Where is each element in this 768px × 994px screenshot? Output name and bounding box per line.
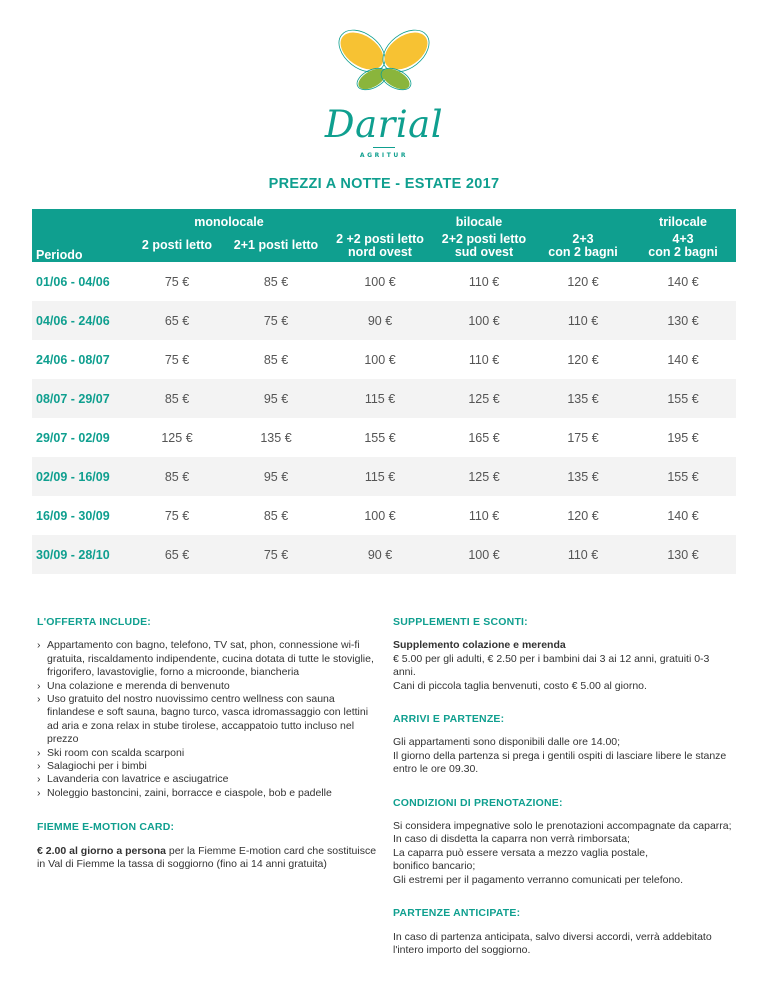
period-cell: 24/06 - 08/07	[36, 352, 110, 367]
list-item: › Appartamento con bagno, telefono, TV sat, phon, connessione wi-fi gratuita, riscaldamento indipendente, cucina dotata di tutte le stoviglie, frigorifero, lavastoviglie, forno a microonde, biancheria	[37, 639, 377, 679]
price-cell: 100 €	[432, 301, 536, 340]
period-cell: 01/06 - 04/06	[36, 274, 110, 289]
card-price: € 2.00 al giorno a persona	[37, 844, 166, 857]
price-cell: 100 €	[432, 535, 536, 574]
price-cell: 110 €	[468, 274, 500, 289]
price-cell: 165 €	[468, 430, 500, 445]
price-cell: 75 €	[164, 274, 190, 289]
column-header: 2+3 con 2 bagni	[536, 229, 630, 262]
column-header: 2+1 posti letto	[224, 229, 328, 262]
condizioni-text: Si considera impegnative solo le prenotazioni accompagnate da caparra;	[393, 820, 732, 833]
price-cell: 90 €	[328, 535, 432, 574]
table-row	[32, 496, 736, 535]
header-group-trilocale: trilocale	[630, 209, 736, 229]
supplementi-subtitle: Supplemento colazione e merenda	[393, 639, 566, 652]
price-cell: 125 €	[432, 379, 536, 418]
price-cell: 110 €	[536, 301, 630, 340]
price-cell: 110 €	[536, 535, 630, 574]
page-title: PREZZI A NOTTE - ESTATE 2017	[268, 176, 500, 192]
price-cell: 135 €	[536, 457, 630, 496]
period-cell: 16/09 - 30/09	[36, 508, 110, 523]
price-cell: 100 €	[364, 352, 396, 367]
condizioni-text: Gli estremi per il pagamento verranno comunicati per telefono.	[393, 873, 684, 886]
period-cell: 29/07 - 02/09	[36, 430, 110, 445]
table-row	[32, 535, 736, 574]
column-header: 4+3 con 2 bagni	[630, 229, 736, 262]
list-item: › Noleggio bastoncini, zaini, borracce e ciaspole, bob e padelle	[37, 787, 377, 800]
price-cell: 140 €	[667, 508, 699, 523]
price-cell: 125 €	[161, 430, 193, 445]
price-cell: 110 €	[468, 508, 500, 523]
brand-name: Darial	[324, 103, 444, 146]
list-item: › Lavanderia con lavatrice e asciugatrice	[37, 773, 377, 786]
offerta-list	[37, 639, 377, 800]
price-cell: 130 €	[630, 301, 736, 340]
supplementi-title: SUPPLEMENTI E SCONTI:	[393, 616, 528, 628]
period-cell: 30/09 - 28/10	[32, 535, 130, 574]
condizioni-text: bonifico bancario;	[393, 860, 476, 873]
price-cell: 75 €	[224, 535, 328, 574]
header-group-bilocale: bilocale	[328, 209, 630, 229]
header-group-monolocale: monolocale	[130, 209, 328, 229]
price-cell: 120 €	[567, 274, 599, 289]
table-row	[32, 418, 736, 457]
price-cell: 120 €	[567, 352, 599, 367]
price-cell: 90 €	[328, 301, 432, 340]
table-row	[32, 379, 736, 418]
column-header: 2+2 posti letto sud ovest	[432, 229, 536, 262]
period-cell: 02/09 - 16/09	[32, 457, 130, 496]
price-cell: 155 €	[364, 430, 396, 445]
price-cell: 100 €	[364, 508, 396, 523]
left-column	[37, 616, 377, 872]
arrivi-text: Il giorno della partenza si prega i gentili ospiti di lasciare libere le stanze entro le ore 09.30.	[393, 749, 727, 776]
arrivi-title: ARRIVI E PARTENZE:	[393, 713, 505, 726]
price-cell: 125 €	[432, 457, 536, 496]
supplementi-text: Cani di piccola taglia benvenuti, costo € 5.00 al giorno.	[393, 679, 647, 692]
price-table	[32, 209, 736, 574]
price-cell: 195 €	[667, 430, 699, 445]
column-header: 2 posti letto	[130, 229, 224, 262]
price-cell: 85 €	[130, 379, 224, 418]
table-row	[32, 262, 736, 301]
column-header: 2 +2 posti letto nord ovest	[328, 229, 432, 262]
price-cell: 100 €	[364, 274, 396, 289]
price-cell: 95 €	[224, 457, 328, 496]
price-cell: 110 €	[468, 352, 500, 367]
price-cell: 75 €	[224, 301, 328, 340]
table-row	[32, 301, 736, 340]
period-cell: 08/07 - 29/07	[32, 379, 130, 418]
header-periodo: Periodo	[32, 209, 130, 262]
partenze-text: In caso di partenza anticipata, salvo diversi accordi, verrà addebitato l'intero importo del soggiorno.	[393, 930, 712, 956]
price-cell: 85 €	[130, 457, 224, 496]
list-item: › Salagiochi per i bimbi	[37, 760, 377, 773]
card-text: € 2.00 al giorno a persona per la Fiemme E-motion card che sostituisce in Val di Fiemme la tassa di soggiorno (fino ai 14 anni gratuita)	[37, 844, 377, 871]
price-cell: 95 €	[224, 379, 328, 418]
price-cell: 115 €	[328, 379, 432, 418]
price-cell: 115 €	[328, 457, 432, 496]
price-cell: 65 €	[130, 301, 224, 340]
price-cell: 155 €	[630, 379, 736, 418]
price-cell: 85 €	[263, 508, 289, 523]
table-row	[32, 340, 736, 379]
price-cell: 120 €	[567, 508, 599, 523]
price-cell: 140 €	[667, 352, 699, 367]
partenze-title: PARTENZE ANTICIPATE:	[393, 907, 521, 920]
condizioni-text: In caso di disdetta la caparra non verrà rimborsata;	[393, 833, 630, 846]
brand-subtitle: AGRITUR	[359, 152, 409, 159]
price-cell: 85 €	[263, 274, 289, 289]
price-cell: 85 €	[263, 352, 289, 367]
price-cell: 130 €	[630, 535, 736, 574]
offerta-title: L'OFFERTA INCLUDE:	[37, 616, 151, 628]
condizioni-title: CONDIZIONI DI PRENOTAZIONE:	[393, 796, 563, 809]
card-title: FIEMME E-MOTION CARD:	[37, 821, 175, 834]
price-cell: 135 €	[536, 379, 630, 418]
butterfly-icon	[328, 25, 440, 105]
price-cell: 75 €	[164, 508, 190, 523]
period-cell: 04/06 - 24/06	[32, 301, 130, 340]
price-cell: 75 €	[164, 352, 190, 367]
price-cell: 155 €	[630, 457, 736, 496]
price-cell: 135 €	[260, 430, 292, 445]
price-cell: 65 €	[130, 535, 224, 574]
list-item: › Una colazione e merenda di benvenuto	[37, 680, 377, 693]
condizioni-text: La caparra può essere versata a mezzo vaglia postale,	[393, 846, 649, 859]
supplementi-text: € 5.00 per gli adulti, € 2.50 per i bambini dai 3 ai 12 anni, gratuiti 0-3 anni.	[393, 652, 710, 679]
list-item: › Ski room con scalda scarponi	[37, 747, 377, 760]
logo	[0, 25, 768, 160]
right-column	[393, 616, 735, 957]
price-cell: 175 €	[567, 430, 599, 445]
list-item: › Uso gratuito del nostro nuovissimo centro wellness con sauna finlandese e soft sauna, bagno turco, vasca idromassaggio con lettini ad aria e zona relax in stube tirolese, accappatoio tutto incluso nel prezzo	[37, 693, 377, 747]
table-row	[32, 457, 736, 496]
arrivi-text: Gli appartamenti sono disponibili dalle ore 14.00;	[393, 736, 621, 749]
brand-divider	[373, 147, 395, 148]
price-cell: 140 €	[667, 274, 699, 289]
